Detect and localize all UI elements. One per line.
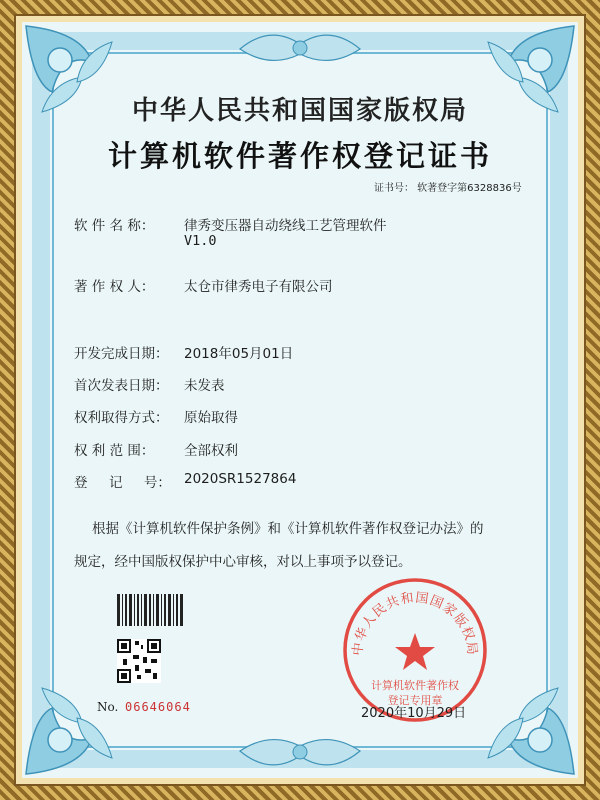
seal-line-1: 计算机软件著作权 — [371, 679, 459, 692]
field-value-rights-scope: 全部权利 — [184, 443, 238, 459]
seal-line-2: 登记专用章 — [387, 694, 443, 707]
field-value-completion-date: 2018年05月01日 — [184, 346, 294, 362]
certificate-title: 计算机软件著作权登记证书 — [107, 139, 492, 173]
certificate-paper — [22, 22, 578, 778]
field-value-copyright-owner: 太仓市律秀电子有限公司 — [184, 279, 333, 295]
serial-number: 06646064 — [125, 700, 191, 714]
body-text-line-2: 规定，经中国版权保护中心审核，对以上事项予以登记。 — [74, 554, 412, 570]
field-value-publish-date: 未发表 — [184, 378, 225, 394]
field-label-copyright-owner: 著 作 权 人： — [74, 279, 155, 295]
body-text-line-1: 根据《计算机软件保护条例》和《计算机软件著作权登记办法》的 — [92, 521, 484, 537]
bottom-center-ornament — [235, 726, 365, 776]
field-label-rights-scope: 权 利 范 围： — [74, 443, 155, 459]
field-value-software-name: 律秀变压器自动绕线工艺管理软件 — [184, 218, 387, 234]
issuing-authority: 中华人民共和国国家版权局 — [131, 96, 468, 126]
qr-code — [117, 639, 161, 683]
field-label-acquisition-method: 权利取得方式： — [74, 410, 169, 426]
issue-date: 2020年10月29日 — [361, 706, 467, 721]
field-label-publish-date: 首次发表日期： — [74, 378, 169, 394]
field-value-version: V1.0 — [184, 233, 217, 249]
field-label-completion-date: 开发完成日期： — [74, 346, 169, 362]
seal-ring-text: 中华人民共和国国家版权局 — [350, 590, 480, 657]
top-center-ornament — [235, 24, 365, 74]
field-label-registration-number: 登 记 号： — [74, 475, 171, 491]
field-value-acquisition-method: 原始取得 — [184, 410, 238, 426]
certificate-number: 证书号： 软著登字第6328836号 — [374, 183, 522, 194]
serial-label: No. — [97, 700, 119, 714]
field-value-registration-number: 2020SR1527864 — [184, 471, 297, 487]
barcode — [117, 594, 183, 626]
field-label-software-name: 软 件 名 称： — [74, 218, 155, 234]
